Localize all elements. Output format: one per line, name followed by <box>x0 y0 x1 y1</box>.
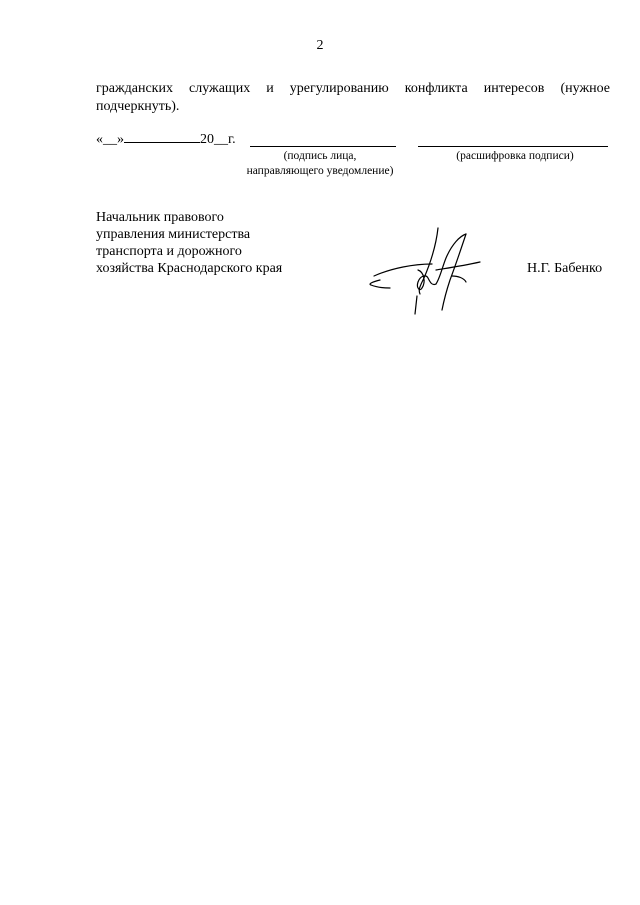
signature-blank-line <box>250 146 396 147</box>
open-quote: « <box>96 132 103 147</box>
signatory-line-1: Начальник правового <box>96 210 224 225</box>
paragraph-line-1: гражданских служащих и урегулированию конфликта интересов (нужное <box>96 81 610 96</box>
paragraph-line-2: подчеркнуть). <box>96 99 180 114</box>
day-blank: __ <box>103 132 117 147</box>
year-unit: г. <box>228 132 236 147</box>
date-row <box>96 130 236 149</box>
close-quote: » <box>117 132 124 147</box>
signatory-line-4: хозяйства Краснодарского края <box>96 261 283 276</box>
signatory-line-2: управления министерства <box>96 227 251 242</box>
signer-name: Н.Г. Бабенко <box>527 261 603 276</box>
decoding-caption-line: (расшифровка подписи) <box>456 150 574 162</box>
decoding-caption <box>430 149 600 164</box>
year-blank: __ <box>214 132 228 147</box>
year-prefix: 20 <box>200 132 214 147</box>
handwritten-signature <box>362 218 502 318</box>
signatory-line-3: транспорта и дорожного <box>96 244 242 259</box>
body-paragraph <box>96 80 610 116</box>
signature-caption-line-1: (подпись лица, <box>283 150 357 162</box>
month-blank <box>124 130 200 143</box>
signature-caption-line-2: направляющего уведомление) <box>246 165 394 177</box>
decoding-blank-line <box>418 146 608 147</box>
signature-caption <box>240 149 400 179</box>
page-number: 2 <box>316 38 324 53</box>
signatory-position <box>96 209 282 277</box>
